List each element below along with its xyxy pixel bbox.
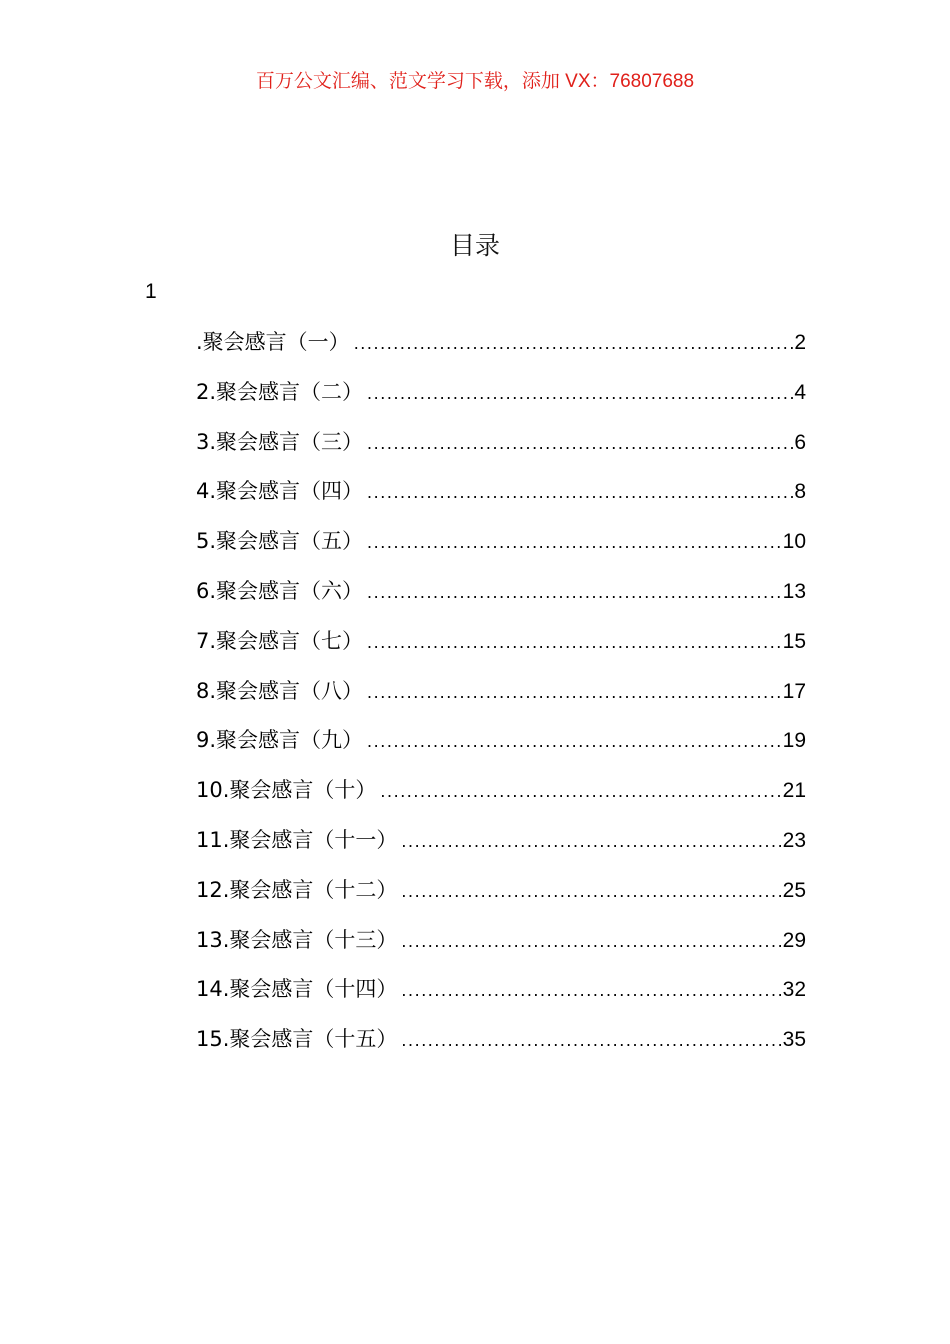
toc-entry[interactable] [196,872,806,922]
toc-entry-page: 6 [794,430,806,454]
toc-entry-page: 25 [782,878,806,902]
toc-entry-label: 13.聚会感言（十三） [196,927,398,952]
toc-entry[interactable] [196,523,806,573]
toc-dot-leader [367,624,782,660]
toc-dot-leader [401,972,781,1008]
toc-entry-label: 14.聚会感言（十四） [196,977,398,1002]
header-promo-note: 百万公文汇编、范文学习下载，添加 VX：76807688 [255,71,695,92]
toc-dot-leader [401,923,781,959]
toc-entry[interactable] [196,623,806,673]
toc-dot-leader [401,873,781,909]
toc-entry-label: 5.聚会感言（五） [196,529,364,554]
toc-entry-page: 10 [782,530,806,554]
toc-entry-page: 17 [782,679,806,703]
toc-dot-leader [367,474,793,510]
toc-entry-page: 15 [782,629,806,653]
toc-title: 目录 [449,231,500,260]
toc-entry-label: 12.聚会感言（十二） [196,877,398,902]
toc-entry[interactable] [196,374,806,424]
toc-dot-leader [401,823,781,859]
toc-entry-label: 6.聚会感言（六） [196,578,364,603]
toc-entry[interactable] [196,722,806,772]
toc-entry-label: 11.聚会感言（十一） [196,827,398,852]
toc-entry[interactable] [196,1021,806,1071]
toc-entry-label: 10.聚会感言（十） [196,778,377,803]
toc-entry-page: 23 [782,828,806,852]
toc-list [196,324,806,1071]
toc-entry[interactable] [196,673,806,723]
toc-dot-leader [367,425,793,461]
toc-entry-page: 2 [794,331,806,354]
toc-entry[interactable] [196,573,806,623]
toc-dot-leader [354,325,794,361]
toc-entry-label: 15.聚会感言（十五） [196,1027,398,1052]
toc-entry-page: 21 [782,779,806,803]
toc-dot-leader [367,574,782,610]
toc-dot-leader [367,674,782,710]
toc-entry[interactable] [196,822,806,872]
toc-entry-label: 2.聚会感言（二） [196,379,364,404]
toc-dot-leader [367,524,782,560]
toc-dot-leader [367,375,793,411]
toc-entry-label: .聚会感言（一） [196,330,350,354]
toc-entry-label: 4.聚会感言（四） [196,479,364,504]
toc-entry-label: 3.聚会感言（三） [196,429,364,454]
toc-entry-page: 32 [782,978,806,1002]
toc-entry-page: 29 [782,928,806,952]
toc-entry[interactable] [196,971,806,1021]
toc-entry[interactable] [196,922,806,972]
toc-dot-leader [367,723,782,759]
toc-entry-page: 13 [782,579,806,603]
toc-entry-label: 9.聚会感言（九） [196,728,364,753]
toc-entry-page: 35 [782,1028,806,1052]
toc-entry[interactable] [196,424,806,474]
toc-entry[interactable] [196,473,806,523]
toc-entry[interactable] [196,324,806,374]
toc-entry-page: 19 [782,729,806,753]
toc-entry-page: 8 [794,480,806,504]
toc-entry-page: 4 [794,380,806,404]
toc-level1-number: 1 [145,280,157,303]
toc-entry-label: 8.聚会感言（八） [196,678,364,703]
toc-entry[interactable] [196,772,806,822]
toc-entry-label: 7.聚会感言（七） [196,628,364,653]
toc-dot-leader [401,1022,781,1058]
toc-dot-leader [380,773,781,809]
